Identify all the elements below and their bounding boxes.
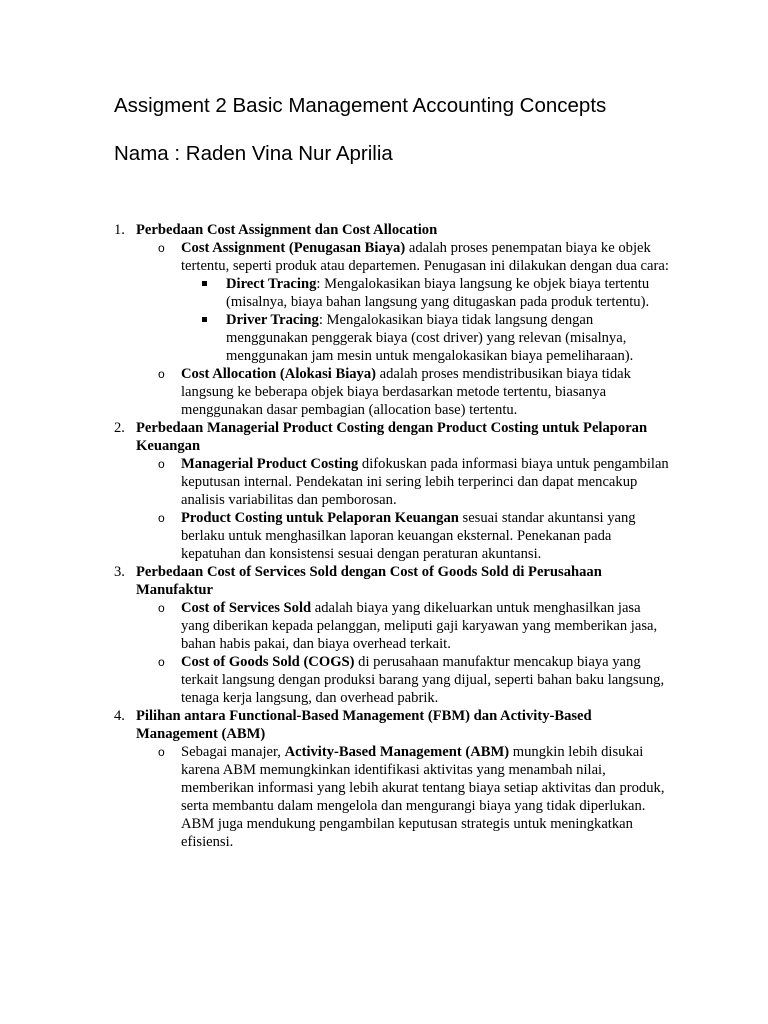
- sub-list-item: [226, 275, 672, 311]
- list-item: [158, 509, 672, 563]
- item-text: adalah biaya yang dikeluarkan untuk menghasilkan jasa yang diberikan kepada pelanggan, meliputi gaji karyawan yang memberikan jasa, bahan habis pakai, dan biaya overhead terkait.: [181, 600, 658, 652]
- item-text: sesuai standar akuntansi yang berlaku untuk menghasilkan laporan keuangan eksternal. Penekanan pada kepatuhan dan konsistensi sesuai dengan peraturan akuntansi.: [181, 510, 636, 562]
- list-item: [158, 743, 672, 851]
- section-number: 4.: [114, 708, 125, 724]
- section-number: 2.: [114, 420, 125, 436]
- item-term: Cost Assignment (Penugasan Biaya): [181, 240, 406, 256]
- section-items: [136, 599, 666, 707]
- item-term: Cost Allocation (Alokasi Biaya): [181, 366, 376, 382]
- list-item: [158, 599, 672, 653]
- subitem-text: : Mengalokasikan biaya tidak langsung dengan menggunakan penggerak biaya (cost driver) yang relevan (misalnya, menggunakan jam mesin untuk mengalokasikan biaya pemeliharaan).: [226, 312, 634, 364]
- section-items: [136, 743, 666, 851]
- circle-bullet-icon: o: [158, 745, 165, 759]
- item-term: Managerial Product Costing: [181, 456, 359, 472]
- answer-section-2: [0, 419, 669, 563]
- section-heading: Pilihan antara Functional-Based Management (FBM) dan Activity-Based Management (ABM): [136, 708, 592, 742]
- student-name-line: Nama : Raden Vina Nur Aprilia: [114, 142, 393, 165]
- list-item: [158, 365, 672, 419]
- item-text: difokuskan pada informasi biaya untuk pengambilan keputusan internal. Pendekatan ini sering lebih terperinci dan dapat mencakup analisis variabilitas dan pemborosan.: [181, 456, 669, 508]
- circle-bullet-icon: o: [158, 511, 165, 525]
- list-item: [158, 653, 672, 707]
- item-text: di perusahaan manufaktur mencakup biaya yang terkait langsung dengan produksi barang yang dijual, seperti bahan baku langsung, tenaga kerja langsung, dan overhead pabrik.: [181, 654, 665, 706]
- circle-bullet-icon: o: [158, 601, 165, 615]
- item-term: Activity-Based Management (ABM): [284, 744, 510, 760]
- subitem-text: : Mengalokasikan biaya langsung ke objek biaya tertentu (misalnya, biaya bahan langsung yang ditugaskan pada produk tertentu).: [226, 276, 650, 310]
- subitem-term: Direct Tracing: [226, 276, 317, 292]
- assignment-answers-list: [0, 221, 768, 851]
- sub-items: [181, 275, 672, 365]
- circle-bullet-icon: o: [158, 655, 165, 669]
- section-heading: Perbedaan Cost Assignment dan Cost Allocation: [136, 222, 438, 238]
- square-bullet-icon: [202, 317, 207, 322]
- item-term: Cost of Services Sold: [181, 600, 312, 616]
- section-number: 3.: [114, 564, 125, 580]
- item-term: Cost of Goods Sold (COGS): [181, 654, 355, 670]
- subitem-term: Driver Tracing: [226, 312, 319, 328]
- item-text: mungkin lebih disukai karena ABM memungkinkan identifikasi aktivitas yang menambah nilai, memberikan informasi yang lebih akurat tentang biaya setiap aktivitas dan produk, serta membantu dalam mengelola dan mengurangi biaya yang tidak diperlukan. ABM juga mendukung pengambilan keputusan strategis untuk meningkatkan efisiensi.: [181, 744, 665, 850]
- item-term: Product Costing untuk Pelaporan Keuangan: [181, 510, 459, 526]
- answer-section-1: [0, 221, 669, 419]
- document-title: Assigment 2 Basic Management Accounting Concepts: [114, 94, 607, 117]
- section-heading: Perbedaan Cost of Services Sold dengan Cost of Goods Sold di Perusahaan Manufaktur: [136, 564, 602, 598]
- section-items: [136, 455, 669, 563]
- section-heading: Perbedaan Managerial Product Costing dengan Product Costing untuk Pelaporan Keuangan: [136, 420, 648, 454]
- answer-section-3: [0, 563, 666, 707]
- section-number: 1.: [114, 222, 125, 238]
- list-item: [158, 239, 672, 365]
- circle-bullet-icon: o: [158, 457, 165, 471]
- item-prefix: Sebagai manajer,: [181, 744, 285, 760]
- section-items: [136, 239, 669, 419]
- circle-bullet-icon: o: [158, 241, 165, 255]
- item-text: adalah proses mendistribusikan biaya tidak langsung ke beberapa objek biaya berdasarkan metode tertentu, biasanya menggunakan dasar pembagian (allocation base) tertentu.: [181, 366, 631, 418]
- answer-section-4: [0, 707, 666, 851]
- circle-bullet-icon: o: [158, 367, 165, 381]
- sub-list-item: [226, 311, 672, 365]
- square-bullet-icon: [202, 281, 207, 286]
- list-item: [158, 455, 672, 509]
- item-text: adalah proses penempatan biaya ke objek tertentu, seperti produk atau departemen. Penugasan ini dilakukan dengan dua cara:: [181, 240, 669, 274]
